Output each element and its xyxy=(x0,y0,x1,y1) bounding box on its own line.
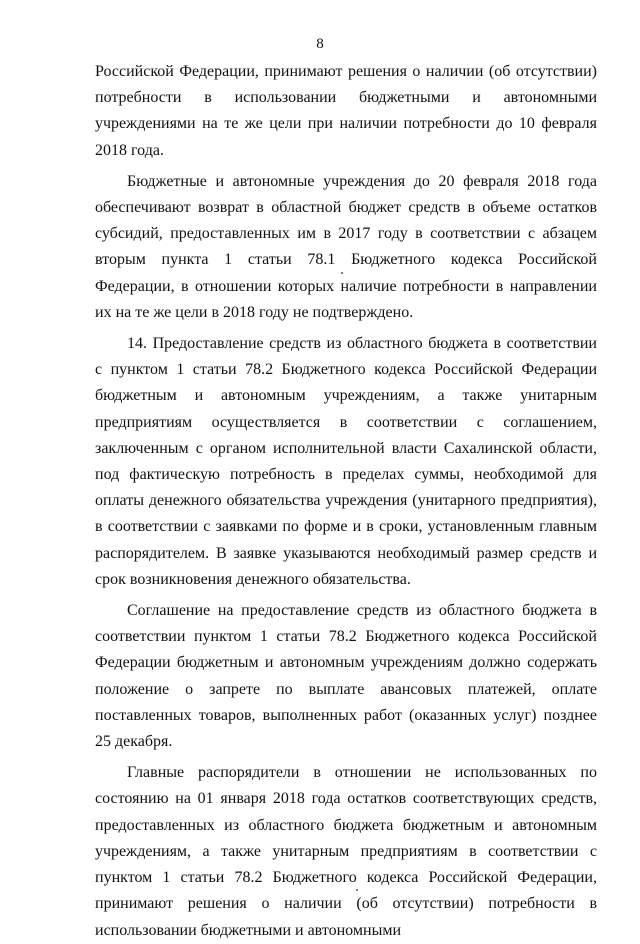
page-number: 8 xyxy=(316,36,324,52)
paragraph-agreement: Соглашение на предоставление средств из областного бюджета в соответствии пунктом 1 статьи 78.2 Бюджетного кодекса Российской Федерации бюджетным и автономным учреждениям должно содержать положение о запрете по выплате авансовых платежей, оплате поставленных товаров, выполненных работ (оказанных услуг) позднее 25 декабря. xyxy=(95,602,597,751)
scan-speck xyxy=(356,889,358,891)
scan-speck xyxy=(341,272,343,274)
paragraph-return-of-subsidies: Бюджетные и автономные учреждения до 20 февраля 2018 года обеспечивают возврат в областной бюджет средств в объеме остатков субсидий, предоставленных им в 2017 году в соответствии с абзацем вторым пункта 1 статьи 78.1 Бюджетного кодекса Российской Федерации, в отношении которых наличие потребности в направлении их на те же цели в 2018 году не подтверждено. xyxy=(95,172,597,321)
document-body xyxy=(95,59,597,944)
paragraph-main-managers: Главные распорядители в отношении не использованных по состоянию на 01 января 2018 года остатков соответствующих средств, предоставленных из областного бюджета бюджетным и автономным учреждениям, а также унитарным предприятиям в соответствии с пунктом 1 статьи 78.2 Бюджетного кодекса Российской Федерации, принимают решения о наличии (об отсутствии) потребности в использовании бюджетными и автономными xyxy=(95,764,597,939)
paragraph-continuation: Российской Федерации, принимают решения о наличии (об отсутствии) потребности в использовании бюджетными и автономными учреждениями на те же цели при наличии потребности до 10 февраля 2018 года. xyxy=(95,63,597,159)
paragraph-item-14: 14. Предоставление средств из областного бюджета в соответствии с пунктом 1 статьи 78.2 Бюджетного кодекса Российской Федерации бюджетным и автономным учреждениям, а также унитарным предприятиям осуществляется в соответствии с соглашением, заключенным с органом исполнительной власти Сахалинской области, под фактическую потребность в пределах суммы, необходимой для оплаты денежного обязательства учреждения (унитарного предприятия), в соответствии с заявками по форме и в сроки, установленным главным распорядителем. В заявке указываются необходимый размер средств и срок возникновения денежного обязательства. xyxy=(95,335,597,588)
